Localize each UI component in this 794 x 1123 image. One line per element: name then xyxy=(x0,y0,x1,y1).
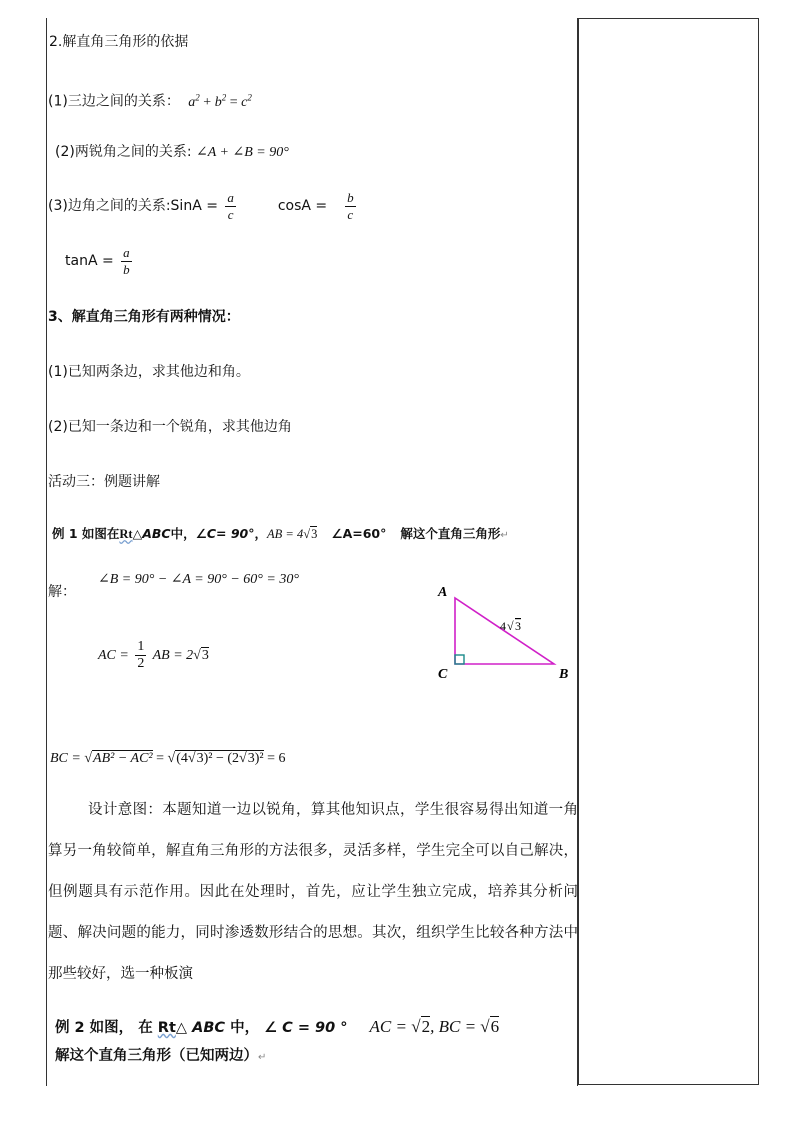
case-one: (1)已知两条边，求其他边和角。 xyxy=(48,364,250,380)
relation-angles-label: (2)两锐角之间的关系: xyxy=(55,144,192,160)
ex1-abc: ABC xyxy=(142,526,171,541)
example1-statement: 例 1 如图在Rt△ABC中，∠C= 90°，AB = 4√3 ∠A=60° 解这个直角三角形↵ xyxy=(52,526,509,541)
solution-label: 解： xyxy=(48,584,76,600)
sin-label: (3)边角之间的关系:SinA = xyxy=(48,198,218,214)
pythagoras-formula xyxy=(188,92,252,110)
side-ab-four: 4 xyxy=(500,619,506,633)
exp: 2 xyxy=(195,92,200,102)
ex1-label: 例 1 如图在 xyxy=(52,526,120,541)
eq-bc-big-rad: (4√3)² − (2√3)² xyxy=(176,751,264,766)
cos-fraction xyxy=(345,190,356,223)
eq-angle-b: ∠B = 90° − ∠A = 90° − 60° = 30° xyxy=(98,572,299,587)
ex2-tri: △ xyxy=(175,1020,193,1036)
ex2-rt: Rt xyxy=(157,1020,176,1036)
tan-den: b xyxy=(123,261,130,277)
eq-bc-rad: AB² − AC² xyxy=(93,751,153,766)
eq-bc-three-a: 3 xyxy=(196,751,204,766)
triangle-figure xyxy=(430,578,580,688)
side-cell xyxy=(578,18,759,1085)
eq-bc-four: (4 xyxy=(176,751,188,766)
tan-num: a xyxy=(123,244,130,260)
design-intent-paragraph: 设计意图：本题知道一边以锐角，算其他知识点，学生很容易得出知道一角算另一角较简单，解直角三角形的方法很多，灵活多样，学生完全可以自己解决，但例题具有示范作用。因此在处理时，首先，应让学生独立完成，培养其分析问题、解决问题的能力，同时渗透数形结合的思想。其次，组织学生比较各种方法中那些较好，选一种板演 xyxy=(48,802,578,982)
case-two: (2)已知一条边和一个锐角，求其他边角 xyxy=(48,419,292,435)
activity-three: 活动三：例题讲解 xyxy=(48,474,160,490)
cos-label: cosA = xyxy=(277,198,328,214)
side-ab-root3: 3 xyxy=(515,619,521,633)
eq-bc: BC = √AB² − AC² = √(4√3)² − (2√3)² = 6 xyxy=(50,751,286,766)
eq-bc-three-b: 3 xyxy=(247,751,255,766)
relation-tan xyxy=(65,241,135,281)
ex2-root2: 2 xyxy=(421,1017,431,1036)
ex2-root6: 6 xyxy=(490,1017,500,1036)
half-fraction xyxy=(135,639,146,672)
vertex-b-label: B xyxy=(559,667,569,682)
ex2-mid: 中， ∠ xyxy=(225,1020,283,1036)
exp: 2 xyxy=(221,92,227,102)
right-angle-marker xyxy=(455,655,464,664)
ex1-comma: ， xyxy=(254,526,268,541)
section3-title: 3、解直角三角形有两种情况： xyxy=(48,309,240,325)
relation-sides-label: (1)三边之间的关系： xyxy=(48,93,180,110)
ex2-label: 例 2 如图， 在 xyxy=(55,1020,158,1036)
equals: = xyxy=(229,94,238,110)
ex2-formula: AC = √2, BC = √6 xyxy=(369,1017,500,1036)
sin-den: c xyxy=(227,206,234,222)
eq-bc-two: (2 xyxy=(227,751,240,766)
ex1-c: C= 90° xyxy=(206,526,255,541)
eq-bc-minus: − xyxy=(212,751,228,766)
ex2-bc: , BC = xyxy=(430,1017,477,1036)
cos-den: c xyxy=(347,206,354,222)
ex1-mid: 中，∠ xyxy=(170,526,207,541)
ex1-root3: 3 xyxy=(311,527,318,541)
tan-label: tanA = xyxy=(65,253,114,269)
var-a: a xyxy=(188,94,196,110)
ex2-c: C = 90 ° xyxy=(282,1020,348,1036)
ex1-tri: △ xyxy=(132,526,143,541)
side-ab-root-sign: √ xyxy=(507,619,514,633)
eq-bc-sq-a: )² xyxy=(203,751,213,766)
ex2-ac: AC = xyxy=(369,1017,407,1036)
eq-ac-root3: 3 xyxy=(201,648,209,663)
return-mark: ↵ xyxy=(500,530,509,541)
section2-title: 2.解直角三角形的依据 xyxy=(49,34,189,50)
ex1-rt: Rt xyxy=(119,527,133,541)
eq-bc-eq: = xyxy=(156,751,165,766)
relation-trig xyxy=(48,186,359,226)
return-mark-2: ↵ xyxy=(258,1052,267,1063)
var-c: c xyxy=(241,94,248,110)
sin-fraction xyxy=(225,190,236,223)
ex2-task: 解这个直角三角形（已知两边） xyxy=(55,1048,258,1064)
sin-num: a xyxy=(227,189,234,205)
vertex-a-label: A xyxy=(438,585,448,600)
eq-bc-sq-b: )² xyxy=(254,751,264,766)
relation-sides xyxy=(48,88,252,112)
ex1-ab: AB = 4 xyxy=(267,527,304,541)
var-b: b xyxy=(214,94,222,110)
tan-fraction xyxy=(121,245,132,278)
ex2-abc: ABC xyxy=(192,1020,226,1036)
eq-ac-rhs: AB = 2 xyxy=(152,648,194,663)
cos-num: b xyxy=(347,189,354,205)
angles-formula: ∠A + ∠B = 90° xyxy=(196,145,289,160)
example2-line2 xyxy=(55,1047,266,1067)
vertex-c-label: C xyxy=(438,667,448,682)
eq-ac: AC = $\frac{1}{2}$ AB = 2√3 xyxy=(98,639,209,672)
half-num: 1 xyxy=(137,639,145,655)
ex1-angle-a: ∠A=60° xyxy=(331,526,387,541)
eq-bc-lhs: BC = xyxy=(50,751,81,766)
half-den: 2 xyxy=(137,656,145,672)
eq-bc-result: = 6 xyxy=(267,751,286,766)
plus: + xyxy=(203,94,212,110)
example2-statement xyxy=(55,1015,499,1039)
relation-angles xyxy=(55,143,289,162)
exp: 2 xyxy=(247,92,252,102)
eq-ac-lhs: AC = xyxy=(98,648,129,663)
ex1-task: 解这个直角三角形 xyxy=(400,526,501,541)
